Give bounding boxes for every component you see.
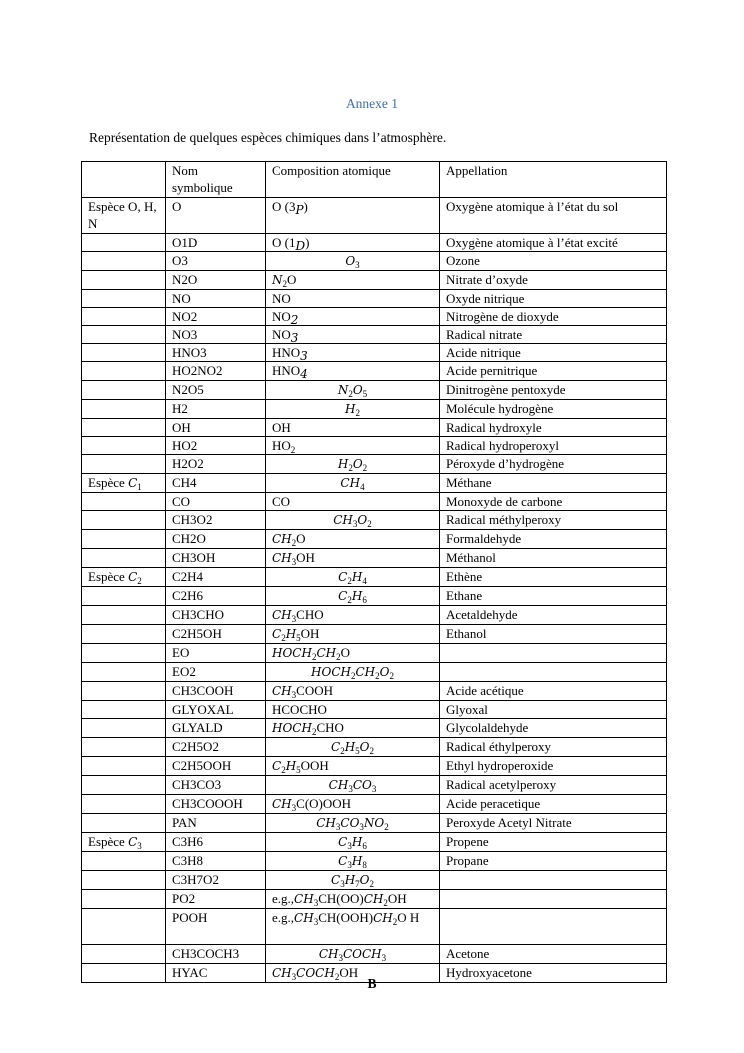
composition-cell: $e.g.,CH_3CH(OO)CH_2OH$ [266,889,440,908]
composition-cell: $CH_3OH$ [266,548,440,567]
table-row [82,436,667,454]
table-row [82,344,667,362]
group-cell [82,662,166,681]
appellation-cell [440,662,667,681]
group-cell [82,794,166,813]
group-cell [82,380,166,399]
group-cell [82,252,166,271]
symbolic-name-cell: O3 [166,252,266,271]
group-cell [82,548,166,567]
composition-cell: $CH_3COCH_3$ [266,944,440,963]
composition-cell: $HO_2$ [266,436,440,454]
appellation-cell: Radical méthylperoxy [440,510,667,529]
composition-cell: HCOCHO [266,700,440,718]
group-cell [82,737,166,756]
symbolic-name-cell: CH3COCH3 [166,944,266,963]
symbolic-name-cell: N2O [166,271,266,290]
group-cell [82,813,166,832]
composition-cell: $NO_2$ [266,308,440,326]
table-row [82,756,667,775]
appellation-cell: Ethane [440,586,667,605]
group-cell [82,510,166,529]
appellation-cell: Acide acétique [440,681,667,700]
group-cell [82,718,166,737]
table-row [82,473,667,492]
composition-cell: $C_2H_5OH$ [266,624,440,643]
table-row [82,586,667,605]
appellation-cell: Propene [440,832,667,851]
symbolic-name-cell: HO2 [166,436,266,454]
symbolic-name-cell: C2H6 [166,586,266,605]
group-cell [82,362,166,380]
table-row [82,794,667,813]
table-row [82,271,667,290]
table-row [82,380,667,399]
appellation-cell: Nitrate d’oxyde [440,271,667,290]
appellation-cell: Acetaldehyde [440,605,667,624]
symbolic-name-cell: GLYOXAL [166,700,266,718]
group-cell [82,308,166,326]
symbolic-name-cell: C3H8 [166,851,266,870]
appellation-cell: Peroxyde Acetyl Nitrate [440,813,667,832]
composition-cell: $C_3H_8$ [266,851,440,870]
table-row [82,529,667,548]
symbolic-name-cell: NO2 [166,308,266,326]
symbolic-name-cell: N2O5 [166,380,266,399]
group-cell [82,326,166,344]
appellation-cell: Hydroxyacetone [440,963,667,982]
composition-cell: CO [266,492,440,510]
composition-cell: $HOCH_2CHO$ [266,718,440,737]
table-row [82,832,667,851]
composition-cell: $NO_3$ [266,326,440,344]
header-cell-composition: Composition atomique [266,162,440,198]
appellation-cell: Radical acetylperoxy [440,775,667,794]
table-row [82,510,667,529]
symbolic-name-cell: O1D [166,234,266,252]
composition-cell: $C_3H_7O_2$ [266,870,440,889]
symbolic-name-cell: CH2O [166,529,266,548]
symbolic-name-cell: HYAC [166,963,266,982]
table-row [82,775,667,794]
table-row [82,851,667,870]
composition-cell: OH [266,418,440,436]
appellation-cell: Radical nitrate [440,326,667,344]
symbolic-name-cell: CH3CHO [166,605,266,624]
table-header-row [82,162,667,198]
appellation-cell: Péroxyde d’hydrogène [440,454,667,473]
composition-cell: $HOCH_2CH_2O$ [266,643,440,662]
composition-cell: $C_2H_6$ [266,586,440,605]
group-cell [82,418,166,436]
symbolic-name-cell: CH3O2 [166,510,266,529]
group-cell [82,234,166,252]
group-cell [82,399,166,418]
table-row [82,681,667,700]
symbolic-name-cell: C2H5O2 [166,737,266,756]
symbolic-name-cell: C3H6 [166,832,266,851]
table-row [82,700,667,718]
table-row [82,718,667,737]
symbolic-name-cell: POOH [166,908,266,944]
symbolic-name-cell: C2H5OH [166,624,266,643]
table-row [82,548,667,567]
composition-cell: $C_3H_6$ [266,832,440,851]
symbolic-name-cell: CH3COOOH [166,794,266,813]
symbolic-name-cell: CH3OH [166,548,266,567]
composition-cell: $CH_3C(O)OOH$ [266,794,440,813]
appellation-cell: Acide nitrique [440,344,667,362]
table-row [82,252,667,271]
page-footer: B [367,976,377,991]
appellation-cell: Acide pernitrique [440,362,667,380]
composition-cell: $CH_3COOH$ [266,681,440,700]
appellation-cell: Oxygène atomique à l’état du sol [440,198,667,234]
group-cell [82,851,166,870]
intro-text: Représentation de quelques espèces chimiques dans l’atmosphère. [89,130,447,145]
appellation-cell: Dinitrogène pentoxyde [440,380,667,399]
composition-cell: $CH_2O$ [266,529,440,548]
composition-cell: $CH_4$ [266,473,440,492]
symbolic-name-cell: EO [166,643,266,662]
table-row [82,454,667,473]
composition-cell: $e.g.,CH_3CH(OOH)CH_2O$ H [266,908,440,944]
symbolic-name-cell: NO [166,290,266,308]
group-cell [82,344,166,362]
appellation-cell: Oxyde nitrique [440,290,667,308]
symbolic-name-cell: EO2 [166,662,266,681]
symbolic-name-cell: C2H5OOH [166,756,266,775]
composition-cell: $CH_3CHO$ [266,605,440,624]
group-cell [82,529,166,548]
annex-heading: Annexe 1 [345,96,399,111]
table-row [82,362,667,380]
table-row [82,643,667,662]
header-cell-name: Nom symbolique [166,162,266,198]
group-cell [82,624,166,643]
group-cell [82,436,166,454]
species-table [81,161,667,983]
group-cell [82,700,166,718]
group-cell: Espèce $C_2$ [82,567,166,586]
symbolic-name-cell: CO [166,492,266,510]
composition-cell: $C_2H_5O_2$ [266,737,440,756]
group-cell [82,889,166,908]
group-cell [82,290,166,308]
symbolic-name-cell: NO3 [166,326,266,344]
table-row [82,308,667,326]
appellation-cell [440,643,667,662]
composition-cell: $CH_3CO_3NO_2$ [266,813,440,832]
group-cell [82,775,166,794]
symbolic-name-cell: H2 [166,399,266,418]
appellation-cell: Nitrogène de dioxyde [440,308,667,326]
group-cell [82,605,166,624]
symbolic-name-cell: HNO3 [166,344,266,362]
group-cell [82,454,166,473]
group-cell [82,756,166,775]
symbolic-name-cell: OH [166,418,266,436]
composition-cell: $C_2H_4$ [266,567,440,586]
table-row [82,492,667,510]
table-row [82,870,667,889]
symbolic-name-cell: PAN [166,813,266,832]
group-cell [82,643,166,662]
group-cell [82,908,166,944]
appellation-cell: Ethanol [440,624,667,643]
table-row [82,290,667,308]
appellation-cell: Ozone [440,252,667,271]
composition-cell: $N_2O$ [266,271,440,290]
table-row [82,418,667,436]
symbolic-name-cell: CH4 [166,473,266,492]
composition-cell: $CH_3CO_3$ [266,775,440,794]
group-cell [82,271,166,290]
group-cell: Espèce $C_1$ [82,473,166,492]
table-row [82,662,667,681]
table-row [82,889,667,908]
composition-cell: $HOCH_2CH_2O_2$ [266,662,440,681]
appellation-cell: Glyoxal [440,700,667,718]
table-row [82,605,667,624]
appellation-cell [440,889,667,908]
symbolic-name-cell: GLYALD [166,718,266,737]
group-cell [82,586,166,605]
appellation-cell: Propane [440,851,667,870]
appellation-cell [440,870,667,889]
table-row [82,399,667,418]
header-cell-group [82,162,166,198]
header-cell-appellation: Appellation [440,162,667,198]
appellation-cell: Méthanol [440,548,667,567]
appellation-cell: Monoxyde de carbone [440,492,667,510]
composition-cell: $CH_3COCH_2OH$ [266,963,440,982]
appellation-cell: Radical hydroxyle [440,418,667,436]
symbolic-name-cell: O [166,198,266,234]
table-row [82,326,667,344]
table-row [82,813,667,832]
group-cell [82,944,166,963]
appellation-cell: Formaldehyde [440,529,667,548]
appellation-cell: Molécule hydrogène [440,399,667,418]
composition-cell: NO [266,290,440,308]
composition-cell: $CH_3O_2$ [266,510,440,529]
composition-cell: $H_2O_2$ [266,454,440,473]
table-row [82,908,667,944]
symbolic-name-cell: HO2NO2 [166,362,266,380]
appellation-cell: Oxygène atomique à l’état excité [440,234,667,252]
group-cell [82,870,166,889]
symbolic-name-cell: CH3COOH [166,681,266,700]
group-cell: Espèce $C_3$ [82,832,166,851]
composition-cell: $O_3$ [266,252,440,271]
appellation-cell [440,908,667,944]
table-row [82,234,667,252]
composition-cell: $HNO_3$ [266,344,440,362]
composition-cell: $HNO_4$ [266,362,440,380]
group-cell: Espèce O, H, N [82,198,166,234]
appellation-cell: Glycolaldehyde [440,718,667,737]
table-row [82,944,667,963]
table-row [82,624,667,643]
group-cell [82,681,166,700]
symbolic-name-cell: C3H7O2 [166,870,266,889]
composition-cell: O $(3_P)$ [266,198,440,234]
appellation-cell: Radical hydroperoxyl [440,436,667,454]
appellation-cell: Radical éthylperoxy [440,737,667,756]
symbolic-name-cell: PO2 [166,889,266,908]
composition-cell: $N_2O_5$ [266,380,440,399]
symbolic-name-cell: H2O2 [166,454,266,473]
composition-cell: O $(1_D)$ [266,234,440,252]
appellation-cell: Ethyl hydroperoxide [440,756,667,775]
table-row [82,737,667,756]
composition-cell: $H_2$ [266,399,440,418]
symbolic-name-cell: C2H4 [166,567,266,586]
appellation-cell: Acide peracetique [440,794,667,813]
table-row [82,567,667,586]
appellation-cell: Acetone [440,944,667,963]
symbolic-name-cell: CH3CO3 [166,775,266,794]
group-cell [82,492,166,510]
appellation-cell: Ethène [440,567,667,586]
composition-cell: $C_2H_5OOH$ [266,756,440,775]
appellation-cell: Méthane [440,473,667,492]
table-row [82,198,667,234]
